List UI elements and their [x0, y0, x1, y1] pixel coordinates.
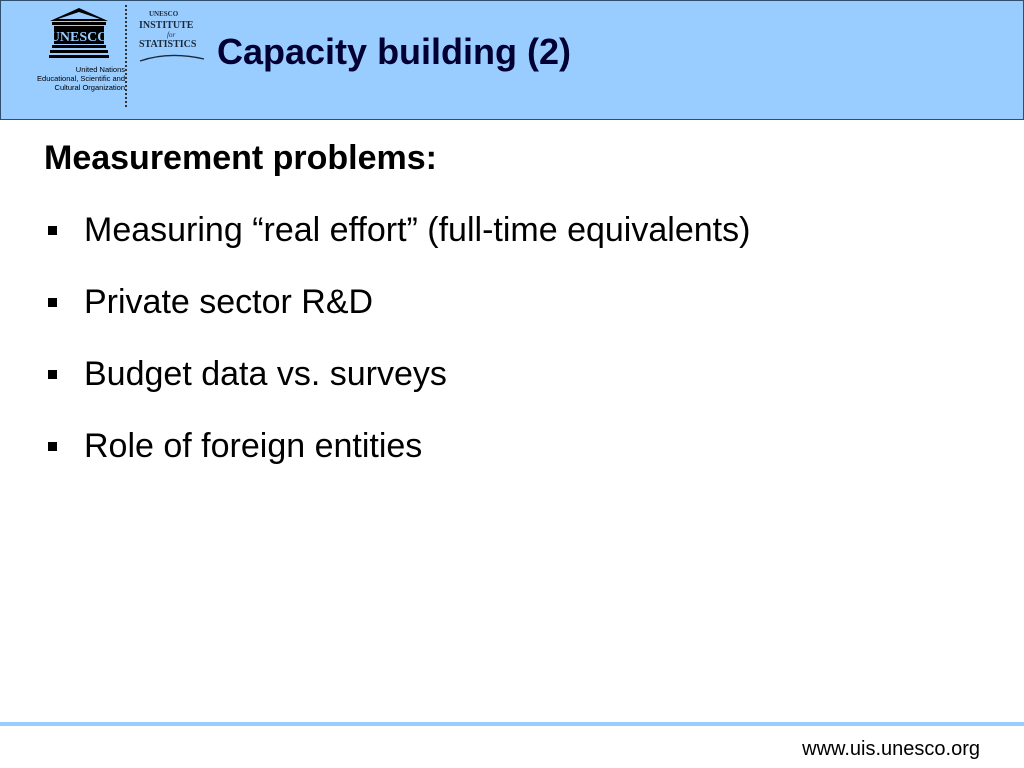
square-bullet-icon — [48, 298, 57, 307]
slide-header — [0, 0, 1024, 120]
square-bullet-icon — [48, 442, 57, 451]
footer-divider — [0, 722, 1024, 726]
unesco-logo — [13, 7, 125, 103]
bullet-text: Private sector R&D — [84, 283, 374, 321]
header-divider — [125, 5, 127, 107]
uis-swoosh-icon — [139, 53, 205, 63]
unesco-wordmark: UNESCO — [49, 30, 109, 45]
uis-logo-line: for — [167, 31, 176, 39]
uis-logo-line: UNESCO — [149, 10, 179, 18]
bullet-text: Role of foreign entities — [84, 427, 423, 465]
bullet-text: Budget data vs. surveys — [84, 355, 447, 393]
uis-logo-line: INSTITUTE — [139, 20, 194, 31]
footer-url: www.uis.unesco.org — [802, 738, 980, 760]
square-bullet-icon — [48, 370, 57, 379]
uis-logo-line: STATISTICS — [139, 39, 197, 50]
slide-title: Capacity building (2) — [217, 31, 572, 72]
uis-logo — [139, 9, 209, 69]
square-bullet-icon — [48, 226, 57, 235]
section-heading: Measurement problems: — [44, 139, 437, 177]
org-line: United Nations — [75, 65, 125, 74]
bullet-text: Measuring “real effort” (full-time equivalents) — [84, 211, 751, 249]
unesco-temple-icon — [49, 7, 109, 59]
org-line: Cultural Organization — [54, 83, 125, 92]
organization-name — [13, 65, 125, 92]
org-line: Educational, Scientific and — [37, 74, 125, 83]
